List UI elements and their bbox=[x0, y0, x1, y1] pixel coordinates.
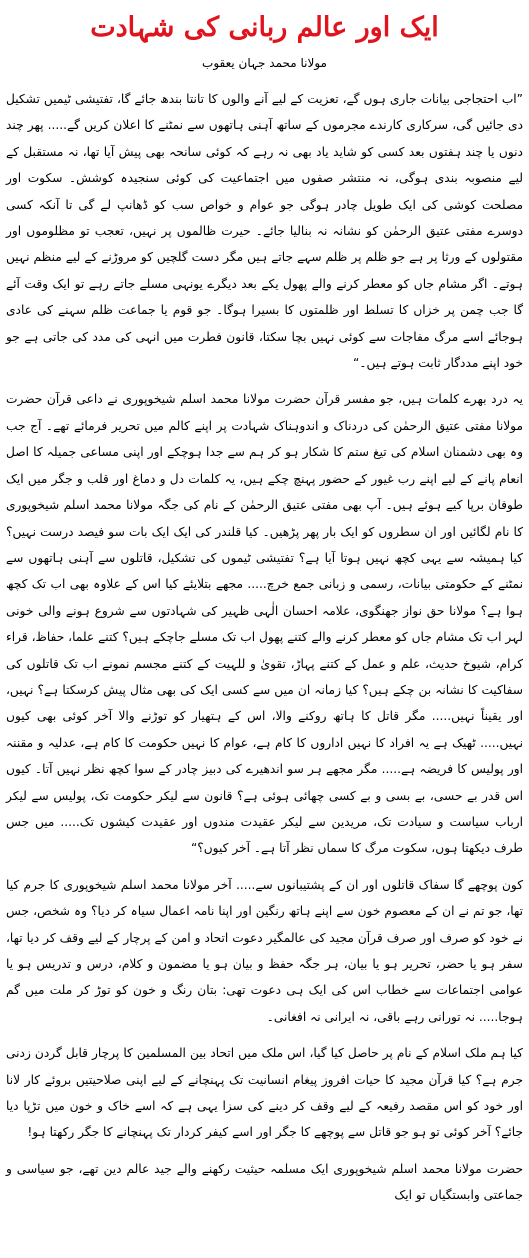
article-paragraph: ”اب احتجاجی بیانات جاری ہوں گے، تعزیت کے لیے آنے والوں کا تانتا بندھ جائے گا، تفتیشی ٹیمیں تشکیل دی جائیں گی، سرکاری کارندے مجرموں کے ساتھ آہنی ہاتھوں سے نمٹنے کا اعلان کریں گے..... پھر چند دنوں یا چند ہفتوں بعد کسی کو شاید یاد بھی نہ رہے کہ کوئی سانحہ بھی پیش آیا تھا، نہ مستقبل کے لیے منصوبہ بندی ہوگی، نہ منتشر صفوں میں اجتماعیت کی کوئی سنجیدہ کوشش۔ سکوت اور مصلحت کوشی کی ایک طویل چادر ہوگی جو عوام و خواص سب کو ڈھانپ لے گی تا آنکہ کسی دوسرے مفتی عتیق الرحمٰن کو نشانہ نہ بنالیا جائے۔ حیرت ظالموں پر نہیں، تعجب تو مظلوموں اور مقتولوں کے ورثا پر ہے جو ظلم پر ظلم سہے جاتے ہیں مگر دست گلچیں کو مروڑنے کے لیے منظم نہیں ہوتے۔ اگر مشام جاں کو معطر کرنے والے پھول یکے بعد دیگرے یونہی مسلے جاتے رہے تو ایک وقت آئے گا جب چمن پر خزاں کا تسلط اور ظلمتوں کا بسیرا ہوگا۔ جو قوم یا جماعت ظلم سہنے کی عادی ہوجائے اسے مرگ مفاجات سے کوئی نہیں بچا سکتا، قانون فطرت میں انہی کی مدد کی جاتی ہے جو خود اپنے مددگار ثابت ہوتے ہیں۔“ bbox=[6, 92, 523, 371]
article-body bbox=[6, 86, 523, 1209]
article-byline: مولانا محمد جہان یعقوب bbox=[202, 56, 327, 70]
article-paragraph: کون پوچھے گا سفاک قاتلوں اور ان کے پشتیبانوں سے..... آخر مولانا محمد اسلم شیخوپوری کا جرم کیا تھا، جو تم نے ان کے معصوم خون سے اپنے ہاتھ رنگین اور اپنا نامہ اعمال سیاہ کر دیا؟ وہ شخص، جس نے خود کو صرف اور صرف قرآن مجید کی عالمگیر دعوت اتحاد و امن کے پرچار کے لیے وقف کر دیا تھا، سفر ہو یا حضر، تحریر ہو یا بیان، ہر جگہ حفظ و بیان ہو یا مضمون و کلام، درس و تدریس ہو یا عوامی اجتماعات سے خطاب اس کی ایک ہی دعوت تھی: بتان رنگ و خون کو توڑ کر ملت میں گم ہوجا..... نہ تورانی رہے باقی، نہ ایرانی نہ افغانی۔ bbox=[6, 877, 523, 1024]
article-paragraph: یہ درد بھرے کلمات ہیں، جو مفسر قرآن حضرت مولانا محمد اسلم شیخوپوری نے داعی قرآن حضرت مولانا مفتی عتیق الرحمٰن کی دردناک و اندوہناک شہادت پر اپنے کالم میں تحریر فرمائے تھے۔ آج جب وہ بھی دشمنان اسلام کی تیغ ستم کا شکار ہو کر ہم سے جدا ہوچکے اور اپنی مساعی جمیلہ کا اصل انعام پانے کے لیے اپنے رب غیور کے حضور پہنچ چکے ہیں، یہ کلمات دل و دماغ اور قلب و جگر میں ایک طوفان برپا کیے ہوئے ہیں۔ آپ بھی مفتی عتیق الرحمٰن کے نام کی جگہ مولانا محمد اسلم شیخوپوری کا نام لگائیں اور ان سطروں کو ایک بار پھر پڑھیں۔ کیا قلندر کی ایک ایک بات سو فیصد درست نہیں؟ کیا ہمیشہ سے یہی کچھ نہیں ہوتا آیا ہے؟ تفتیشی ٹیموں کی تشکیل، قاتلوں سے آہنی ہاتھوں سے نمٹنے کے حکومتی بیانات، رسمی و زبانی جمع خرچ..... مجھے بتلایئے کیا اس کے علاوہ بھی اب تک کچھ ہوا ہے؟ مولانا حق نواز جھنگوی، علامہ احسان الٰہی ظہیر کی شہادتوں سے شروع ہونے والی خونی لہر اب تک مشام جاں کو معطر کرنے والے کتنے پھول اب تک مسلے جاچکے ہیں؟ کتنے علما، حفاظ، قراء کرام، شیوخ حدیث، علم و عمل کے کتنے پہاڑ، تقویٰ و للہیت کے کتنے مجسم نمونے اب تک قاتلوں کی سفاکیت کا نشانہ بن چکے ہیں؟ کیا زمانہ ان میں سے کسی ایک کی بھی مثال پیش کرسکتا ہے؟ نہیں، اور یقیناً نہیں..... مگر قاتل کا ہاتھ روکنے والا، اس کے ہتھیار کو توڑنے والا آخر کوئی بھی کیوں نہیں..... ٹھیک ہے یہ افراد کا نہیں اداروں کا کام ہے، عوام کا نہیں حکومت کا کام ہے، عدلیہ و مقننہ اور پولیس کا فریضہ ہے..... مگر مجھے ہر سو اندھیرے کی دبیز چادر کے سوا کچھ نظر نہیں آتا۔ کیوں اس قدر بے حسی، بے بسی و بے کسی چھائی ہوئی ہے؟ قانون سے لیکر حکومت تک، پولیس سے لیکر ارباب سیاست و سیادت تک، مریدین سے لیکر عقیدت مندوں اور عقیدت کیشوں تک..... میں جس طرف دیکھتا ہوں، سکوت مرگ کا سماں نظر آتا ہے۔ آخر کیوں؟“ bbox=[6, 392, 523, 856]
article-paragraph: کیا ہم ملک اسلام کے نام پر حاصل کیا گیا، اس ملک میں اتحاد بین المسلمین کا پرچار قابل گردن زدنی جرم ہے؟ کیا قرآن مجید کا حیات افروز پیغام انسانیت تک پہنچانے کے لیے اپنی صلاحیتیں بروئے کار لانا اور خود کو اس مقصد رفیعہ کے لیے وقف کر دینے کی سزا یہی ہے کہ اسے خاک و خون میں تڑپا دیا جائے؟ آخر کوئی تو ہو جو قاتل سے پوچھے کا جگر اور اسے کیفر کردار تک پہنچانے کا جگر رکھتا ہو! bbox=[6, 1046, 523, 1140]
article-paragraph: حضرت مولانا محمد اسلم شیخوپوری ایک مسلمہ حیثیت رکھنے والے جید عالم دین تھے، جو سیاسی و جماعتی وابستگیاں تو ایک bbox=[6, 1161, 523, 1203]
article-headline: ایک اور عالم ربانی کی شہادت bbox=[90, 12, 439, 43]
